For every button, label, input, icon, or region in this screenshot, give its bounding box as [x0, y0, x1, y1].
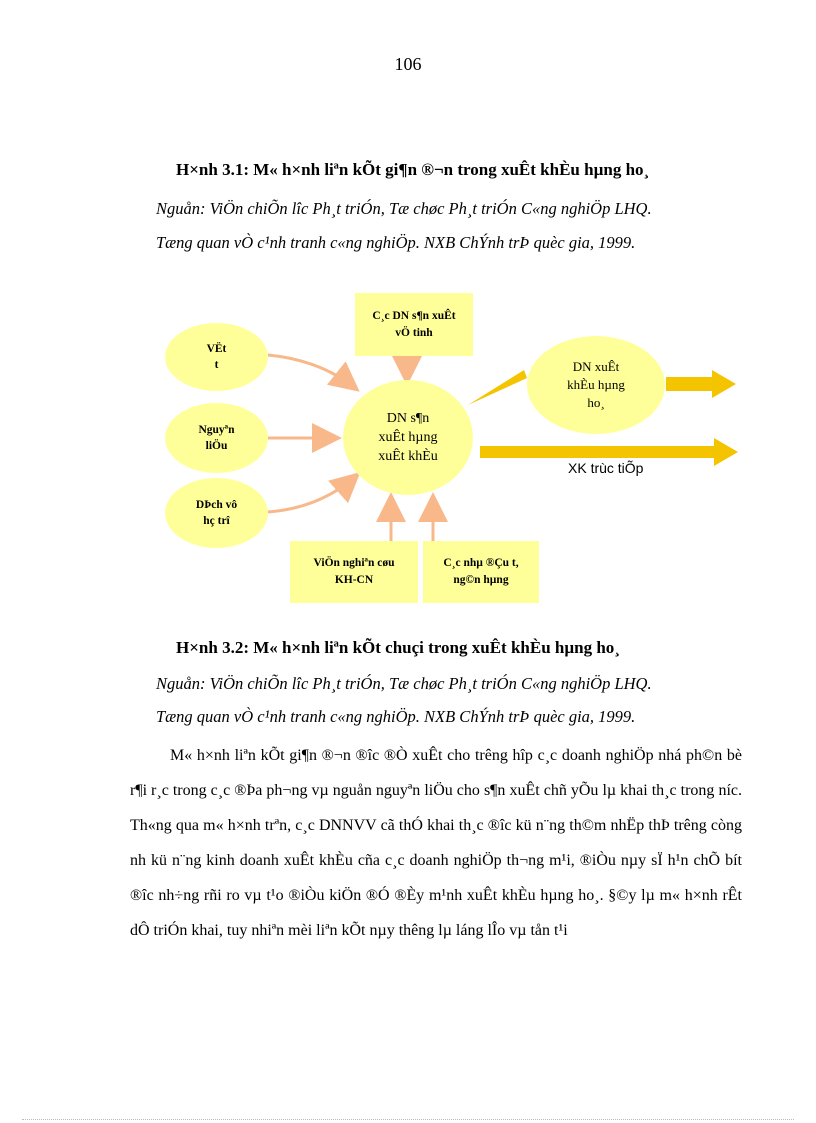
- page-bottom-divider: [22, 1119, 794, 1120]
- node-dich-vu-ho-tro: DÞch vô hç trî: [165, 478, 268, 548]
- node-nguyen-lieu: Nguyªn liÖu: [165, 403, 268, 473]
- node-dn-xuat-khau: DN xuÊt khÈu hµng ho¸: [527, 336, 665, 434]
- node-vat-tu: VËt t: [165, 323, 268, 391]
- figure-1-source-line2: Tæng quan vÒ c¹nh tranh c«ng nghiÖp. NXB ChÝnh trÞ quèc gia, 1999.: [156, 233, 636, 252]
- box-vien-nghien-cuu: ViÖn nghiªn cøu KH-CN: [290, 541, 418, 603]
- box-cac-dn-ve-tinh: C¸c DN s¶n xuÊt vÖ tinh: [355, 293, 473, 356]
- figure-2-source-line2: Tæng quan vÒ c¹nh tranh c«ng nghiÖp. NXB ChÝnh trÞ quèc gia, 1999.: [156, 707, 636, 726]
- export-linkage-diagram: [150, 280, 750, 620]
- figure-1-title: H×nh 3.1: M« h×nh liªn kÕt gi¶n ®¬n trong xuÊt khÈu hµng ho¸: [176, 160, 650, 179]
- node-dn-san-xuat: DN s¶n xuÊt hµng xuÊt khÈu: [343, 380, 473, 495]
- body-text: M« h×nh liªn kÕt gi¶n ®¬n ®îc ®Ò xuÊt cho trêng hîp c¸c doanh nghiÖp nhá ph©n bè r¶i r¸c trong c¸c ®Þa ph¬ng vµ nguån nguyªn liÖu cho s¶n xuÊt chñ yÕu lµ khai th¸c trong níc. Th«ng qua m« h×nh trªn, c¸c DNNVV cã thÓ khai th¸c ®îc kü n¨ng th©m nhËp thÞ trêng còng nh kü n¨ng kinh doanh xuÊt khÈu cña c¸c doanh nghiÖp th¬ng m¹i, ®iÒu nµy sÏ h¹n chÕ bít ®îc nh÷ng rñi ro vµ t¹o ®iÒu kiÖn ®Ó ®Èy m¹nh xuÊt khÈu hµng ho¸. §©y lµ m« h×nh rÊt dÔ triÓn khai, tuy nhiªn mèi liªn kÕt nµy thêng lµ láng lÎo vµ tån t¹i: [130, 747, 742, 939]
- arrow-dich-vu: [268, 476, 356, 512]
- page-number: 106: [394, 54, 422, 74]
- figure-2-source-line1: Nguån: ViÖn chiÕn lîc Ph¸t triÓn, Tæ chøc Ph¸t triÓn C«ng nghiÖp LHQ.: [156, 674, 652, 693]
- arrow-vat-tu: [268, 355, 355, 388]
- label-xk-truc-tiep: XK trùc tiÕp: [568, 460, 644, 476]
- body-paragraph: [130, 738, 742, 948]
- arrow-export-out: [666, 370, 736, 398]
- figure-2-title: H×nh 3.2: M« h×nh liªn kÕt chuçi trong xuÊt khÈu hµng ho¸: [176, 638, 620, 657]
- box-nha-dau-tu: C¸c nhµ ®Çu t, ng©n hµng: [423, 541, 539, 603]
- arrow-to-export-node: [468, 370, 527, 405]
- figure-1-source-line1: Nguån: ViÖn chiÕn lîc Ph¸t triÓn, Tæ chøc Ph¸t triÓn C«ng nghiÖp LHQ.: [156, 199, 652, 218]
